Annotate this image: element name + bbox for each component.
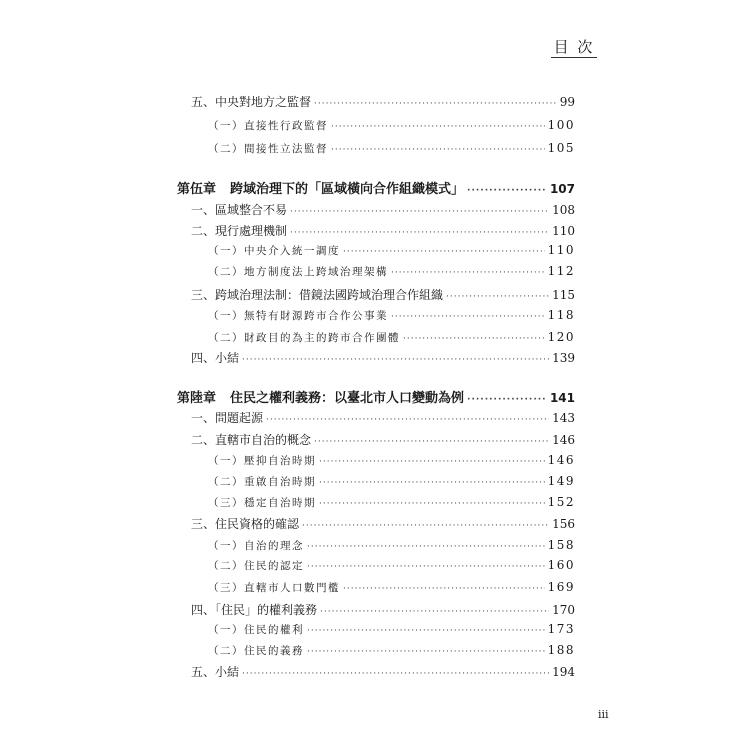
entry-label: （一）無特有財源跨市合作公事業: [208, 310, 388, 322]
entry-label: 五、小結: [191, 665, 240, 679]
dot-leader: [242, 356, 549, 365]
entry-page-number: 188: [547, 643, 575, 657]
toc-entry-subsection[interactable]: [208, 243, 575, 258]
dot-leader: [467, 187, 547, 196]
entry-page-number: 108: [552, 203, 575, 217]
dot-leader: [290, 208, 549, 217]
entry-label: 五、中央對地方之監督: [191, 95, 312, 109]
dot-leader: [302, 522, 549, 531]
entry-page-number: 141: [549, 391, 575, 405]
entry-page-number: 110: [547, 243, 575, 257]
entry-page-number: 112: [547, 264, 575, 278]
toc-entry-subsection[interactable]: [208, 330, 575, 345]
entry-page-number: 173: [547, 622, 575, 636]
entry-page-number: 110: [552, 224, 575, 238]
entry-page-number: 139: [552, 351, 575, 365]
toc-entry-subsection[interactable]: [208, 538, 575, 553]
toc-entry-section[interactable]: [191, 201, 575, 218]
dot-leader: [343, 585, 545, 594]
toc-entry-chapter[interactable]: [177, 387, 575, 406]
dot-leader: [391, 269, 545, 278]
header-rule: [551, 57, 597, 58]
dot-leader: [242, 670, 549, 679]
chapter-title: 跨域治理下的「區域橫向合作組織模式」: [230, 182, 465, 197]
dot-leader: [467, 396, 547, 405]
toc-entry-subsection[interactable]: [208, 495, 575, 510]
entry-page-number: 160: [547, 558, 575, 572]
entry-label: （一）住民的權利: [208, 624, 304, 636]
dot-leader: [446, 293, 549, 302]
dot-leader: [314, 100, 557, 109]
entry-page-number: 120: [547, 330, 575, 344]
entry-label: [177, 387, 464, 406]
running-header-title: 目 次: [553, 38, 595, 56]
toc-entry-subsection[interactable]: [208, 141, 575, 156]
toc-entry-subsection[interactable]: [208, 264, 575, 279]
toc-entry-subsection[interactable]: [208, 474, 575, 489]
toc-entry-subsection[interactable]: [208, 308, 575, 323]
dot-leader: [403, 335, 545, 344]
toc-entry-subsection[interactable]: [208, 580, 575, 595]
dot-leader: [320, 608, 549, 617]
entry-page-number: 105: [547, 141, 575, 155]
entry-page-number: 146: [547, 453, 575, 467]
entry-label: （一）直接性行政監督: [208, 120, 328, 132]
entry-label: 二、現行處理機制: [191, 224, 288, 238]
dot-leader: [331, 123, 545, 132]
toc-entry-section[interactable]: [191, 601, 575, 618]
dot-leader: [319, 479, 545, 488]
toc-entry-section[interactable]: [191, 349, 575, 366]
chapter-title: 住民之權利義務：以臺北市人口變動為例: [230, 391, 465, 406]
entry-page-number: 118: [547, 308, 575, 322]
entry-label: （一）中央介入統一調度: [208, 245, 340, 257]
toc-entry-subsection[interactable]: [208, 558, 575, 573]
entry-label: （一）壓抑自治時期: [208, 455, 316, 467]
entry-label: （二）重啟自治時期: [208, 476, 316, 488]
dot-leader: [343, 248, 545, 257]
dot-leader: [307, 627, 545, 636]
entry-label: [177, 178, 464, 197]
dot-leader: [391, 313, 545, 322]
entry-label: （二）地方制度法上跨域治理架構: [208, 266, 388, 278]
toc-entry-section[interactable]: [191, 663, 575, 680]
toc-entry-section[interactable]: [191, 431, 575, 448]
dot-leader: [314, 438, 549, 447]
dot-leader: [319, 458, 545, 467]
entry-label: 四、小結: [191, 351, 240, 365]
entry-label: （一）自治的理念: [208, 540, 304, 552]
entry-page-number: 152: [547, 495, 575, 509]
dot-leader: [307, 543, 545, 552]
toc-entry-subsection[interactable]: [208, 643, 575, 658]
entry-label: （二）間接性立法監督: [208, 143, 328, 155]
entry-page-number: 100: [547, 118, 575, 132]
entry-label: 四、「住民」的權利義務: [191, 603, 318, 617]
toc-entry-section[interactable]: [191, 515, 575, 532]
dot-leader: [307, 648, 545, 657]
entry-page-number: 115: [552, 288, 575, 302]
chapter-number: 第伍章: [177, 182, 217, 197]
entry-label: （二）住民的認定: [208, 560, 304, 572]
entry-page-number: 169: [547, 580, 575, 594]
chapter-number: 第陸章: [177, 391, 217, 406]
toc-entry-section[interactable]: [191, 409, 575, 426]
toc-entry-chapter[interactable]: [177, 178, 575, 197]
entry-label: （二）住民的義務: [208, 645, 304, 657]
entry-page-number: 146: [552, 433, 575, 447]
toc-entry-subsection[interactable]: [208, 453, 575, 468]
dot-leader: [331, 146, 545, 155]
entry-page-number: 158: [547, 538, 575, 552]
toc-entry-subsection[interactable]: [208, 118, 575, 133]
dot-leader: [319, 500, 545, 509]
page-folio: iii: [598, 708, 609, 721]
toc-entry-subsection[interactable]: [208, 622, 575, 637]
entry-label: 三、跨域治理法制：借鏡法國跨域治理合作組織: [191, 288, 444, 302]
toc-entry-section[interactable]: [191, 286, 575, 303]
entry-page-number: 149: [547, 474, 575, 488]
entry-label: （三）直轄市人口數門檻: [208, 582, 340, 594]
dot-leader: [307, 563, 545, 572]
entry-page-number: 99: [559, 95, 575, 109]
entry-page-number: 194: [552, 665, 575, 679]
entry-label: （三）穩定自治時期: [208, 497, 316, 509]
entry-page-number: 156: [552, 517, 575, 531]
entry-label: 二、直轄市自治的概念: [191, 433, 312, 447]
toc-entry-section[interactable]: [191, 93, 575, 110]
dot-leader: [266, 416, 549, 425]
entry-page-number: 107: [549, 182, 575, 196]
entry-label: 一、問題起源: [191, 411, 264, 425]
toc-entry-section[interactable]: [191, 222, 575, 239]
entry-page-number: 170: [552, 603, 575, 617]
entry-label: 一、區域整合不易: [191, 203, 288, 217]
entry-label: （二）財政目的為主的跨市合作團體: [208, 332, 400, 344]
entry-label: 三、住民資格的確認: [191, 517, 300, 531]
dot-leader: [290, 229, 549, 238]
entry-page-number: 143: [552, 411, 575, 425]
